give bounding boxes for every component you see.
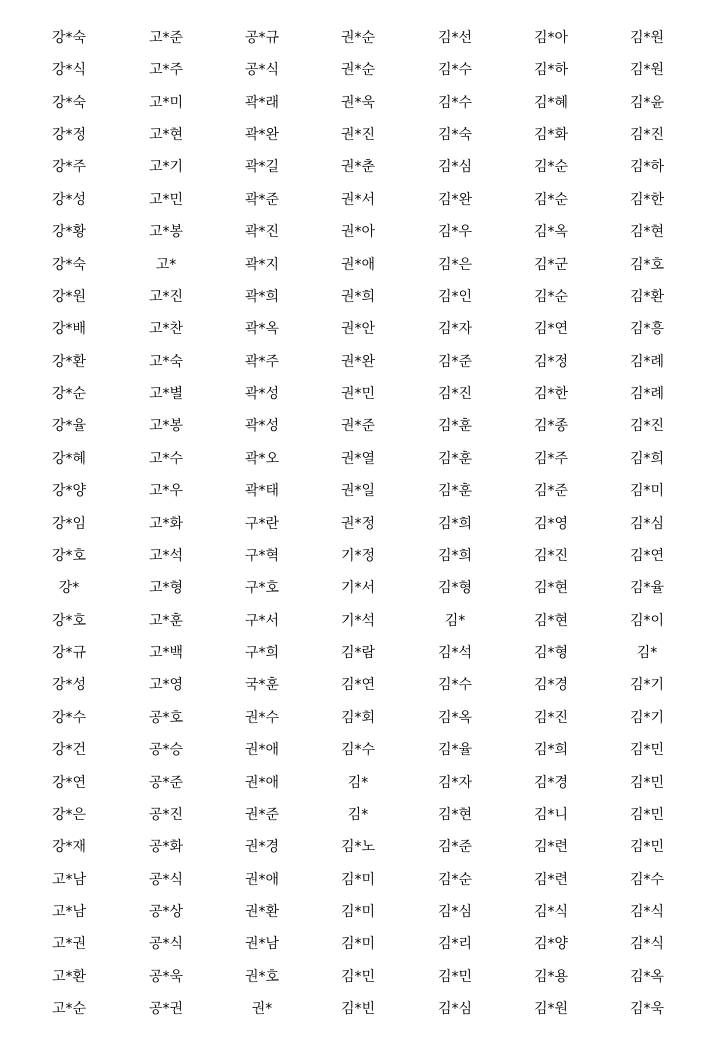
name-cell: 김*훈 (437, 483, 473, 500)
name-cell: 강*황 (51, 224, 87, 241)
name-cell: 권*호 (244, 968, 280, 985)
name-cell: 고*봉 (148, 418, 184, 435)
name-cell: 고*숙 (148, 353, 184, 370)
name-cell: 곽*준 (244, 191, 280, 208)
name-cell: 강*숙 (51, 256, 87, 273)
name-cell: 고*남 (51, 903, 87, 920)
name-cell: 강*주 (51, 159, 87, 176)
name-cell: 김*자 (437, 321, 473, 338)
name-cell: 기*서 (340, 580, 376, 597)
name-cell: 김*율 (629, 580, 665, 597)
name-cell: 강*건 (51, 742, 87, 759)
name-cell: 김*연 (340, 677, 376, 694)
name-cell: 국*훈 (244, 677, 280, 694)
name-cell: 곽*태 (244, 483, 280, 500)
name-cell: 김*옥 (533, 224, 569, 241)
name-cell: 김*기 (629, 677, 665, 694)
name-cell: 고*진 (148, 288, 184, 305)
name-cell: 고*석 (148, 547, 184, 564)
name-cell: 곽*옥 (244, 321, 280, 338)
name-cell: 김*순 (533, 191, 569, 208)
name-cell: 권*애 (244, 871, 280, 888)
name-cell: 고*훈 (148, 612, 184, 629)
name-cell: 김*례 (629, 353, 665, 370)
name-cell: 권*진 (340, 127, 376, 144)
name-cell: 김*진 (629, 418, 665, 435)
name-cell: 김*인 (437, 288, 473, 305)
name-cell: 고*영 (148, 677, 184, 694)
name-cell: 고*우 (148, 483, 184, 500)
name-cell: 김*희 (437, 515, 473, 532)
name-cell: 김*련 (533, 839, 569, 856)
name-cell: 곽*지 (244, 256, 280, 273)
name-cell: 김*니 (533, 806, 569, 823)
name-cell: 김*련 (533, 871, 569, 888)
name-cell: 김*우 (437, 224, 473, 241)
name-cell: 김*경 (533, 774, 569, 791)
name-cell: 김*현 (533, 612, 569, 629)
name-cell: 강*배 (51, 321, 87, 338)
name-cell: 공*권 (148, 1001, 184, 1018)
name-cell: 김*아 (533, 30, 569, 46)
name-cell: 김*례 (629, 386, 665, 403)
name-cell: 공*진 (148, 806, 184, 823)
name-cell: 권*일 (340, 483, 376, 500)
name-cell: 공*준 (148, 774, 184, 791)
name-cell: 고*찬 (148, 321, 184, 338)
name-cell: 강*연 (51, 774, 87, 791)
name-cell: 권*준 (244, 806, 280, 823)
name-cell: 곽*희 (244, 288, 280, 305)
name-cell: 김* (444, 612, 466, 629)
name-cell: 권*열 (340, 450, 376, 467)
name-cell: 강*순 (51, 386, 87, 403)
name-cell: 강*식 (51, 62, 87, 79)
name-cell: 김*용 (533, 968, 569, 985)
name-cell: 김*형 (533, 645, 569, 662)
name-cell: 곽*오 (244, 450, 280, 467)
name-cell: 고*화 (148, 515, 184, 532)
name-cell: 김*숙 (437, 127, 473, 144)
name-cell: 김*선 (437, 30, 473, 46)
name-cell: 김*수 (437, 62, 473, 79)
name-cell: 김*은 (437, 256, 473, 273)
name-cell: 공*욱 (148, 968, 184, 985)
name-cell: 강*정 (51, 127, 87, 144)
name-cell: 김*희 (629, 450, 665, 467)
name-cell: 김*빈 (340, 1001, 376, 1018)
name-cell: 권*환 (244, 903, 280, 920)
name-cell: 곽*길 (244, 159, 280, 176)
name-cell: 김*준 (437, 839, 473, 856)
name-cell: 김*옥 (629, 968, 665, 985)
name-cell: 김*진 (437, 386, 473, 403)
name-cell: 김*현 (437, 806, 473, 823)
name-cell: 김*기 (629, 709, 665, 726)
name-cell: 김*람 (340, 645, 376, 662)
name-cell: 구*란 (244, 515, 280, 532)
name-cell: 김*미 (340, 871, 376, 888)
name-cell: 김*순 (437, 871, 473, 888)
name-cell: 고*순 (51, 1001, 87, 1018)
name-cell: 김*심 (437, 903, 473, 920)
name-cell: 김*석 (437, 645, 473, 662)
name-cell: 고*남 (51, 871, 87, 888)
name-cell: 강*성 (51, 191, 87, 208)
name-cell: 공*식 (148, 871, 184, 888)
name-cell: 김*주 (533, 450, 569, 467)
name-cell: 강*숙 (51, 30, 87, 46)
name-cell: 김*율 (437, 742, 473, 759)
name-cell: 김*희 (437, 547, 473, 564)
name-cell: 김*순 (533, 288, 569, 305)
name-cell: 김* (347, 806, 369, 823)
name-cell: 고*봉 (148, 224, 184, 241)
name-cell: 김*한 (629, 191, 665, 208)
name-cell: 김*심 (437, 159, 473, 176)
name-cell: 권* (251, 1001, 273, 1018)
name-cell: 기*석 (340, 612, 376, 629)
name-cell: 강*재 (51, 839, 87, 856)
name-cell: 김*자 (437, 774, 473, 791)
name-cell: 김*순 (533, 159, 569, 176)
name-cell: 김*하 (533, 62, 569, 79)
name-cell: 김*진 (533, 709, 569, 726)
name-cell: 강* (58, 580, 80, 597)
name-cell: 곽*래 (244, 94, 280, 111)
name-cell: 권*완 (340, 353, 376, 370)
name-cell: 김*심 (629, 515, 665, 532)
name-cell: 공*규 (244, 30, 280, 46)
name-cell: 강*숙 (51, 94, 87, 111)
name-cell: 권*애 (340, 256, 376, 273)
name-cell: 김*현 (533, 580, 569, 597)
name-cell: 김*수 (437, 677, 473, 694)
name-cell: 김*호 (629, 256, 665, 273)
name-cell: 김*환 (629, 288, 665, 305)
name-cell: 공*식 (244, 62, 280, 79)
name-cell: 권*민 (340, 386, 376, 403)
name-cell: 강*수 (51, 709, 87, 726)
name-cell: 고*형 (148, 580, 184, 597)
name-cell: 김*욱 (629, 1001, 665, 1018)
name-cell: 김*원 (629, 62, 665, 79)
name-cell: 김*흥 (629, 321, 665, 338)
name-cell: 강*임 (51, 515, 87, 532)
name-cell: 김*심 (437, 1001, 473, 1018)
name-cell: 공*식 (148, 936, 184, 953)
name-cell: 김*혜 (533, 94, 569, 111)
name-cell: 구*혁 (244, 547, 280, 564)
name-cell: 권*정 (340, 515, 376, 532)
name-cell: 구*서 (244, 612, 280, 629)
name-cell: 김*영 (533, 515, 569, 532)
name-cell: 김*이 (629, 612, 665, 629)
name-cell: 고*주 (148, 62, 184, 79)
name-cell: 고*권 (51, 936, 87, 953)
name-cell: 강*원 (51, 288, 87, 305)
name-cell: 권*준 (340, 418, 376, 435)
name-cell: 곽*성 (244, 418, 280, 435)
name-cell: 고*환 (51, 968, 87, 985)
name-cell: 고*기 (148, 159, 184, 176)
name-cell: 고*민 (148, 191, 184, 208)
name-cell: 김*준 (533, 483, 569, 500)
name-cell: 고*미 (148, 94, 184, 111)
name-cell: 김*민 (340, 968, 376, 985)
name-cell: 김*훈 (437, 418, 473, 435)
name-cell: 권*순 (340, 30, 376, 46)
name-cell: 김*미 (340, 903, 376, 920)
name-cell: 권*애 (244, 742, 280, 759)
name-cell: 고*현 (148, 127, 184, 144)
name-cell: 김*경 (533, 677, 569, 694)
name-cell: 김*수 (437, 94, 473, 111)
name-cell: 권*순 (340, 62, 376, 79)
name-cell: 고*수 (148, 450, 184, 467)
name-cell: 김*양 (533, 936, 569, 953)
name-cell: 고* (155, 256, 177, 273)
name-cell: 김*수 (340, 742, 376, 759)
name-cell: 김*식 (629, 903, 665, 920)
name-cell: 김*훈 (437, 450, 473, 467)
name-cell: 김*정 (533, 353, 569, 370)
name-cell: 강*은 (51, 806, 87, 823)
name-cell: 김*형 (437, 580, 473, 597)
name-cell: 김*현 (629, 224, 665, 241)
name-cell: 곽*완 (244, 127, 280, 144)
name-cell: 고*별 (148, 386, 184, 403)
name-cell: 강*환 (51, 353, 87, 370)
name-cell: 구*희 (244, 645, 280, 662)
name-cell: 김*수 (629, 871, 665, 888)
name-cell: 김*민 (629, 742, 665, 759)
name-cell: 권*안 (340, 321, 376, 338)
name-cell: 김*한 (533, 386, 569, 403)
name-cell: 김*민 (437, 968, 473, 985)
name-cell: 권*수 (244, 709, 280, 726)
name-cell: 권*희 (340, 288, 376, 305)
name-cell: 김*노 (340, 839, 376, 856)
name-cell: 김*민 (629, 806, 665, 823)
name-cell: 권*아 (340, 224, 376, 241)
name-cell: 곽*주 (244, 353, 280, 370)
name-cell: 김*연 (629, 547, 665, 564)
name-cell: 곽*진 (244, 224, 280, 241)
name-cell: 강*규 (51, 645, 87, 662)
name-cell: 김*식 (533, 903, 569, 920)
name-cell: 구*호 (244, 580, 280, 597)
name-cell: 김*민 (629, 839, 665, 856)
name-cell: 김*리 (437, 936, 473, 953)
name-cell: 권*춘 (340, 159, 376, 176)
name-cell: 고*백 (148, 645, 184, 662)
name-cell: 곽*성 (244, 386, 280, 403)
name-cell: 김*원 (629, 30, 665, 46)
name-cell: 고*준 (148, 30, 184, 46)
name-cell: 김*미 (340, 936, 376, 953)
name-cell: 김*옥 (437, 709, 473, 726)
name-cell: 김*완 (437, 191, 473, 208)
name-cell: 권*경 (244, 839, 280, 856)
name-cell: 김*진 (533, 547, 569, 564)
name-cell: 김*원 (533, 1001, 569, 1018)
name-cell: 김*연 (533, 321, 569, 338)
name-cell: 김*화 (533, 127, 569, 144)
name-cell: 권*애 (244, 774, 280, 791)
name-cell: 김* (636, 645, 658, 662)
name-cell: 강*호 (51, 612, 87, 629)
name-cell: 김*종 (533, 418, 569, 435)
name-cell: 공*호 (148, 709, 184, 726)
name-cell: 강*양 (51, 483, 87, 500)
name-cell: 김*희 (533, 742, 569, 759)
name-cell: 기*정 (340, 547, 376, 564)
name-cell: 권*서 (340, 191, 376, 208)
name-cell: 김*식 (629, 936, 665, 953)
name-cell: 강*혜 (51, 450, 87, 467)
name-cell: 김*하 (629, 159, 665, 176)
name-cell: 권*남 (244, 936, 280, 953)
name-cell: 김*윤 (629, 94, 665, 111)
name-cell: 김*군 (533, 256, 569, 273)
name-cell: 김*민 (629, 774, 665, 791)
name-cell: 권*욱 (340, 94, 376, 111)
name-cell: 김*회 (340, 709, 376, 726)
name-cell: 김*준 (437, 353, 473, 370)
name-cell: 공*화 (148, 839, 184, 856)
name-cell: 김*미 (629, 483, 665, 500)
name-cell: 강*호 (51, 547, 87, 564)
name-cell: 공*상 (148, 903, 184, 920)
name-cell: 김* (347, 774, 369, 791)
name-cell: 강*율 (51, 418, 87, 435)
name-cell: 강*성 (51, 677, 87, 694)
name-cell: 김*진 (629, 127, 665, 144)
name-cell: 공*승 (148, 742, 184, 759)
